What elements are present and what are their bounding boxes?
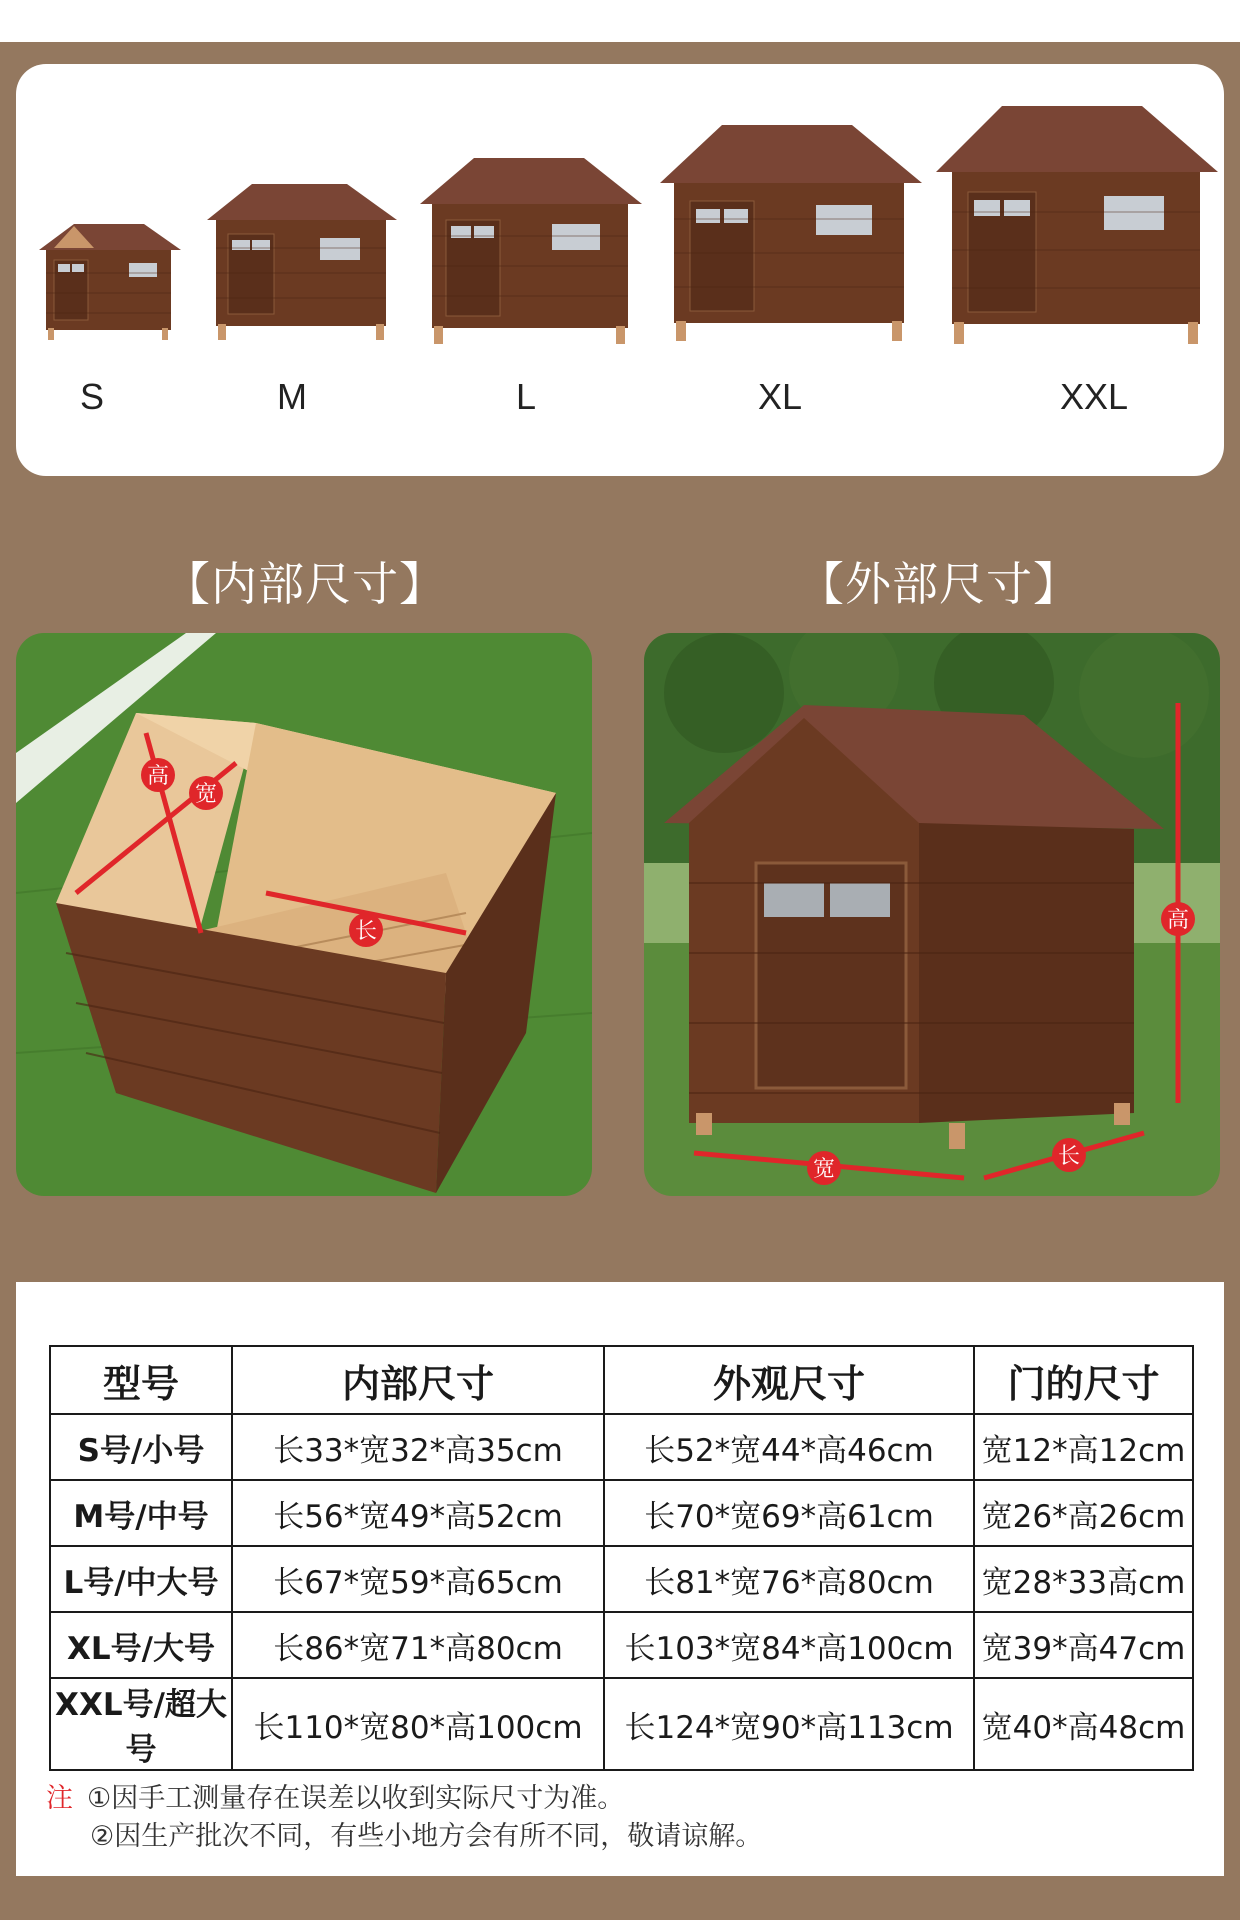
model-cell: M号/中号 xyxy=(50,1480,232,1546)
table-row xyxy=(50,1480,1193,1546)
size-label-xxl: XXL xyxy=(1059,376,1129,417)
note-line-1 xyxy=(46,1780,762,1818)
model-cell: XL号/大号 xyxy=(50,1612,232,1678)
size-label-m: M xyxy=(277,376,307,417)
interior-length-label: 长 xyxy=(354,919,378,944)
interior-size-cell: 长110*宽80*高100cm xyxy=(232,1678,604,1770)
doghouse-s-image xyxy=(34,218,184,348)
exterior-height-label: 高 xyxy=(1166,908,1190,933)
table-row xyxy=(50,1414,1193,1480)
interior-size-cell: 长56*宽49*高52cm xyxy=(232,1480,604,1546)
note-text-1: ①因手工测量存在误差以收到实际尺寸为准。 xyxy=(87,1783,625,1814)
interior-size-cell: 长33*宽32*高35cm xyxy=(232,1414,604,1480)
size-spec-table xyxy=(49,1345,1194,1771)
model-cell: S号/小号 xyxy=(50,1414,232,1480)
header-model: 型号 xyxy=(50,1346,232,1414)
model-cell: L号/中大号 xyxy=(50,1546,232,1612)
size-spec-card xyxy=(16,1282,1224,1876)
interior-size-cell: 长67*宽59*高65cm xyxy=(232,1546,604,1612)
table-header-row xyxy=(50,1346,1193,1414)
exterior-size-cell: 长70*宽69*高61cm xyxy=(604,1480,974,1546)
doghouse-xxl-image xyxy=(932,100,1222,350)
exterior-size-cell: 长81*宽76*高80cm xyxy=(604,1546,974,1612)
exterior-size-cell: 长103*宽84*高100cm xyxy=(604,1612,974,1678)
header-exterior-size: 外观尺寸 xyxy=(604,1346,974,1414)
note-mark: 注 xyxy=(46,1783,73,1814)
header-interior-size: 内部尺寸 xyxy=(232,1346,604,1414)
table-row xyxy=(50,1612,1193,1678)
interior-size-cell: 长86*宽71*高80cm xyxy=(232,1612,604,1678)
door-size-cell: 宽39*高47cm xyxy=(974,1612,1193,1678)
exterior-size-cell: 长52*宽44*高46cm xyxy=(604,1414,974,1480)
interior-photo xyxy=(16,633,592,1196)
top-strip xyxy=(0,0,1240,42)
header-door-size: 门的尺寸 xyxy=(974,1346,1193,1414)
door-size-cell: 宽26*高26cm xyxy=(974,1480,1193,1546)
door-size-cell: 宽28*33高cm xyxy=(974,1546,1193,1612)
exterior-length-label: 长 xyxy=(1057,1144,1081,1169)
doghouse-l-image xyxy=(416,152,646,352)
interior-height-label: 高 xyxy=(146,764,170,789)
door-size-cell: 宽12*高12cm xyxy=(974,1414,1193,1480)
table-row xyxy=(50,1678,1193,1770)
interior-size-title: 【内部尺寸】 xyxy=(164,557,446,611)
notes xyxy=(46,1780,762,1856)
model-cell: XXL号/超大号 xyxy=(50,1678,232,1770)
doghouse-xl-image xyxy=(656,119,926,349)
size-label-xl: XL xyxy=(757,376,803,417)
size-comparison-card xyxy=(16,64,1224,476)
table-row xyxy=(50,1546,1193,1612)
exterior-width-label: 宽 xyxy=(812,1157,836,1182)
exterior-size-title: 【外部尺寸】 xyxy=(798,557,1080,611)
door-size-cell: 宽40*高48cm xyxy=(974,1678,1193,1770)
note-line-2: ②因生产批次不同，有些小地方会有所不同，敬请谅解。 xyxy=(90,1821,763,1852)
interior-width-label: 宽 xyxy=(194,782,218,807)
size-label-l: L xyxy=(515,376,537,417)
exterior-size-cell: 长124*宽90*高113cm xyxy=(604,1678,974,1770)
doghouse-m-image xyxy=(202,178,402,348)
size-label-s: S xyxy=(79,376,105,417)
exterior-photo xyxy=(644,633,1220,1196)
